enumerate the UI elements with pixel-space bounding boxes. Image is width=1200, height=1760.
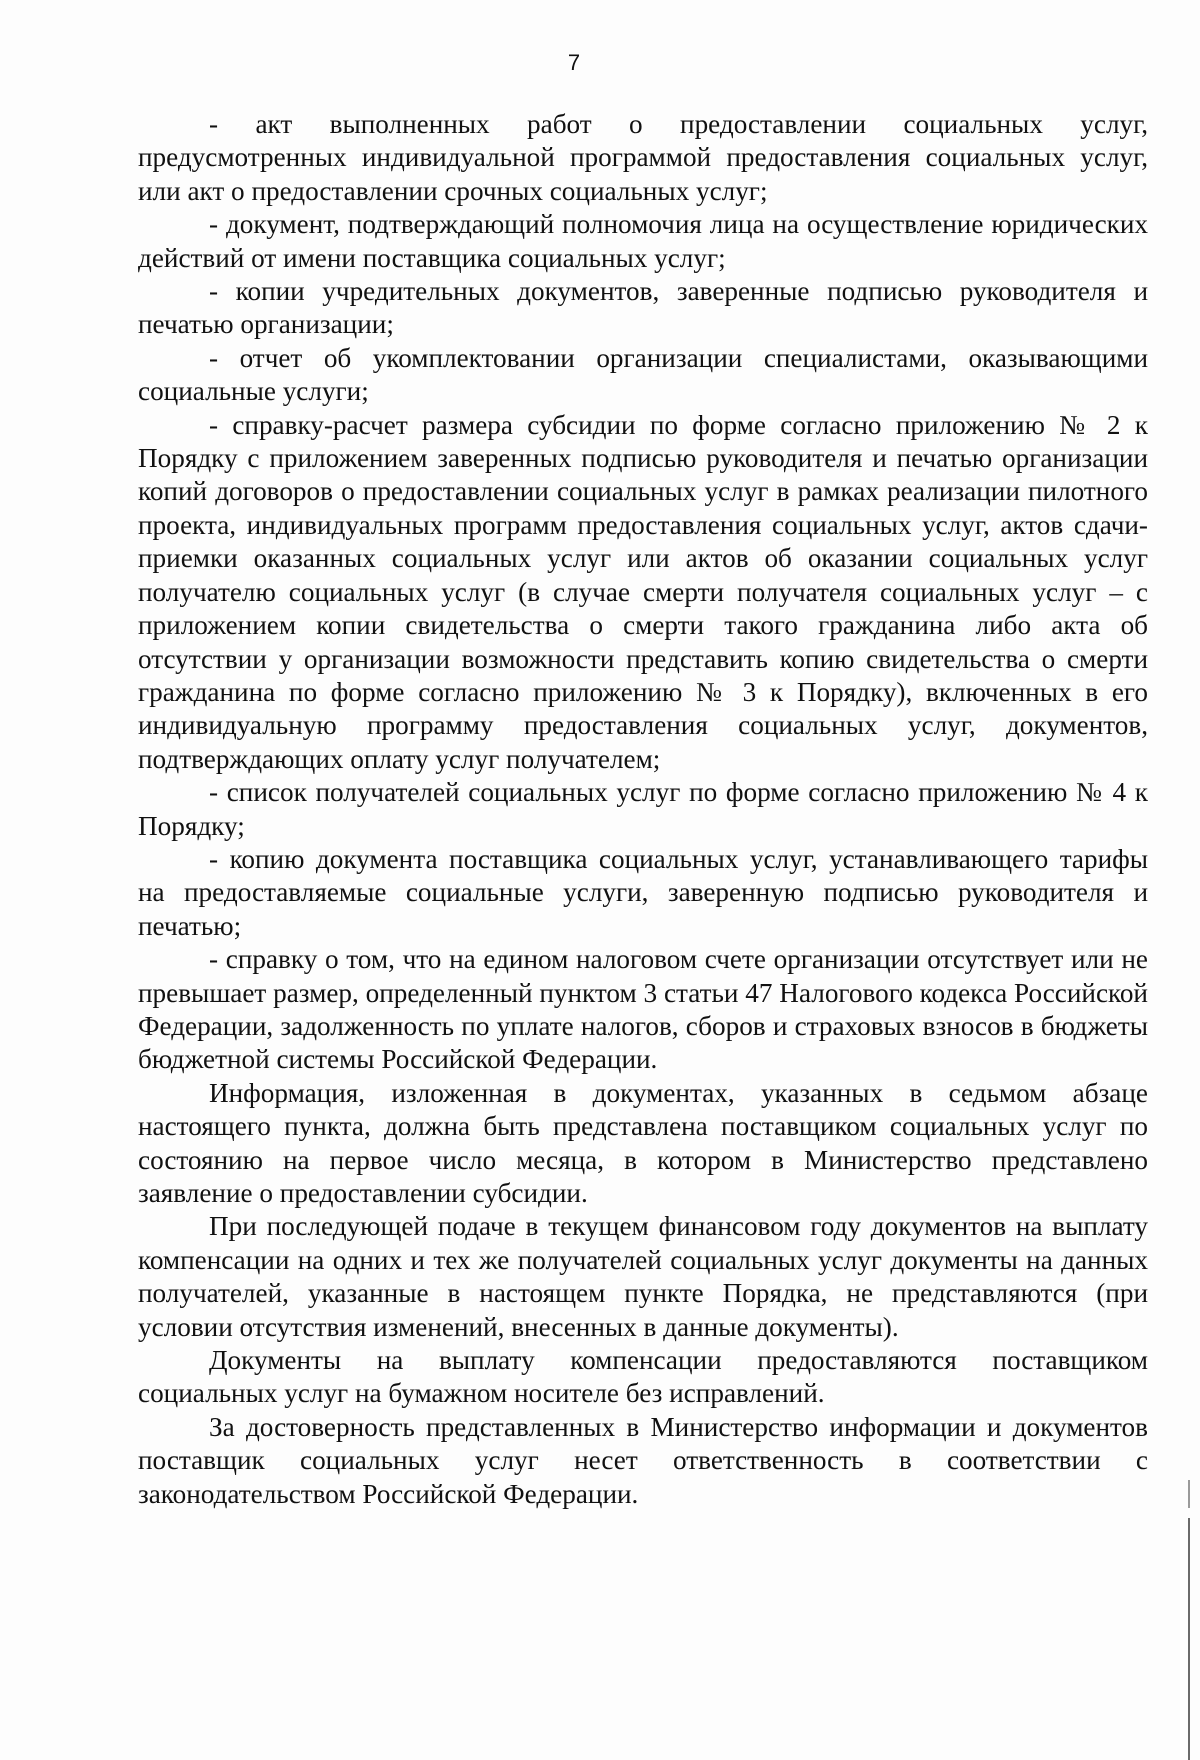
paragraph-subsequent-submission: При последующей подаче в текущем финансовом году документов на выплату компенсации на одних и тех же получателей социальных услуг документы на данных получателей, указанные в настоящем пункте Порядка, не представляются (при условии отсутствия изменений, внесенных в данные документы). <box>138 1211 1148 1342</box>
paragraph-paper-documents: Документы на выплату компенсации предоставляются поставщиком социальных услуг на бумажном носителе без исправлений. <box>138 1345 1148 1409</box>
paragraph-tax-certificate: - справку о том, что на едином налоговом счете организации отсутствует или не превышает размер, определенный пунктом 3 статьи 47 Налогового кодекса Российской Федерации, задолженность по уплате налогов, сборов и страховых взносов в бюджеты бюджетной системы Российской Федерации. <box>138 944 1148 1075</box>
paragraph-staffing-report: - отчет об укомплектовании организации специалистами, оказывающими социальные услуги; <box>138 342 1148 407</box>
document-body <box>138 108 1148 1511</box>
paragraph-act-of-works: - акт выполненных работ о предоставлении социальных услуг, предусмотренных индивидуальной программой предоставления социальных услуг, или акт о предоставлении срочных социальных услуг; <box>138 109 1148 206</box>
paragraph-recipients-list: - список получателей социальных услуг по форме согласно приложению № 4 к Порядку; <box>138 777 1148 841</box>
paragraph-information-date: Информация, изложенная в документах, указанных в седьмом абзаце настоящего пункта, должна быть представлена поставщиком социальных услуг по состоянию на первое число месяца, в котором в Министерство представлено заявление о предоставлении субсидии. <box>138 1077 1148 1208</box>
paragraph-founding-documents: - копии учредительных документов, заверенные подписью руководителя и печатью организации; <box>138 276 1148 340</box>
paragraph-subsidy-calculation: - справку-расчет размера субсидии по форме согласно приложению № 2 к Порядку с приложением заверенных подписью руководителя и печатью организации копий договоров о предоставлении социальных услуг в рамках реализации пилотного проекта, индивидуальных программ предоставления социальных услуг, актов сдачи-приемки оказанных социальных услуг или актов об оказании социальных услуг получателю социальных услуг (в случае смерти получателя социальных услуг – с приложением копии свидетельства о смерти такого гражданина либо акта об отсутствии у организации возможности представить копию свидетельства о смерти гражданина по форме согласно приложению № 3 к Порядку), включенных в его индивидуальную программу предоставления социальных услуг, документов, подтверждающих оплату услуг получателем; <box>138 409 1148 774</box>
scan-edge-mark <box>1188 1518 1190 1760</box>
paragraph-responsibility: За достоверность представленных в Министерство информации и документов поставщик социальных услуг несет ответственность в соответствии с законодательством Российской Федерации. <box>138 1411 1148 1509</box>
page-number: 7 <box>567 50 581 75</box>
paragraph-tariff-document: - копию документа поставщика социальных услуг, устанавливающего тарифы на предоставляемые социальные услуги, заверенную подписью руководителя и печатью; <box>138 843 1148 941</box>
paragraph-authority-document: - документ, подтверждающий полномочия лица на осуществление юридических действий от имени поставщика социальных услуг; <box>138 209 1148 273</box>
scan-edge-mark-upper <box>1188 1480 1190 1508</box>
